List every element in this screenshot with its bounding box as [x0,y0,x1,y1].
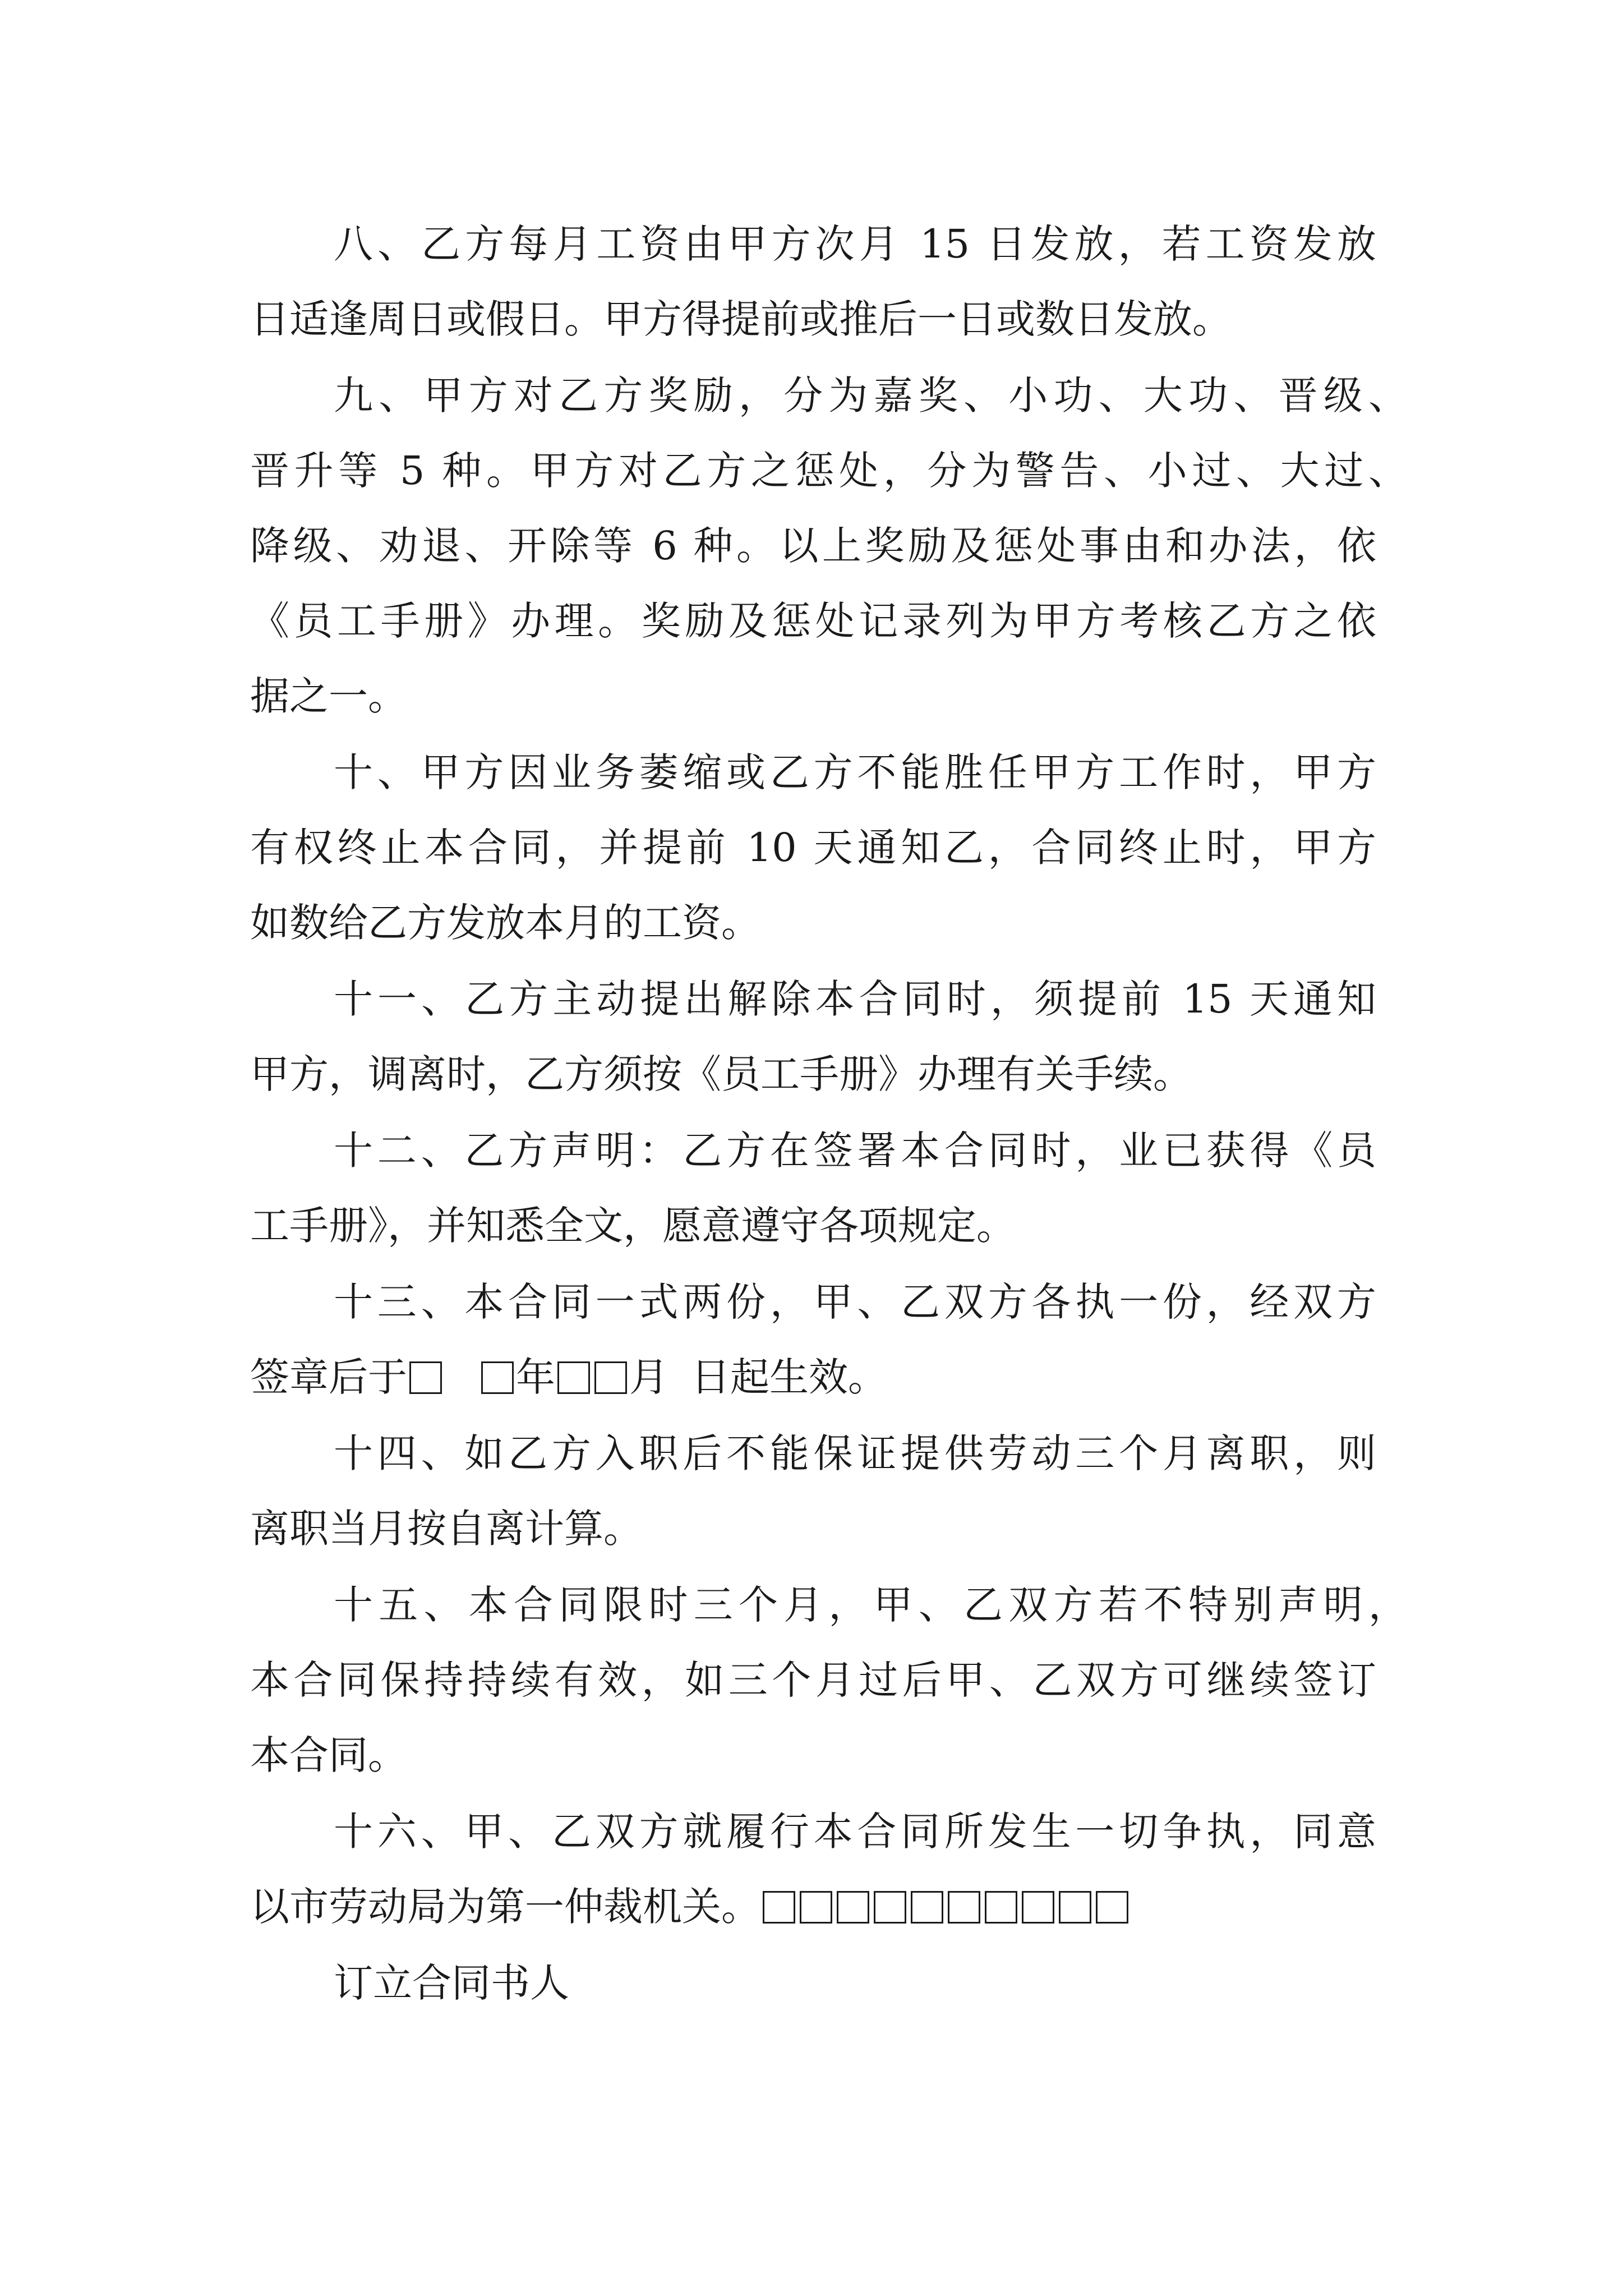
clause-10-line-2: 有权终止本合同，并提前 10 天通知乙，合同终止时，甲方 [250,825,1376,871]
blank-box [985,1891,1017,1924]
clause-12-line-1: 十二、乙方声明：乙方在签署本合同时，业已获得《员 [334,1128,1376,1174]
blank-box [948,1891,980,1924]
date-line-prefix: 签章后于 [250,1354,407,1400]
clause-16-line-2 [250,1881,1376,1932]
blank-box [409,1361,442,1394]
clause-8-line-1: 八、乙方每月工资由甲方次月 15 日发放，若工资发放 [334,221,1376,267]
clause-10-line-3: 如数给乙方发放本月的工资。 [250,900,760,946]
clause-9-line-3: 降级、劝退、开除等 6 种。以上奖励及惩处事由和办法，依 [250,523,1376,569]
clause-15-line-1: 十五、本合同限时三个月，甲、乙双方若不特别声明， [334,1582,1408,1628]
clause-15-line-3: 本合同。 [250,1732,407,1778]
clause-15-line-2: 本合同保持持续有效，如三个月过后甲、乙双方可继续签订 [250,1657,1376,1703]
clause-14-line-2: 离职当月按自离计算。 [250,1506,643,1552]
blank-box [837,1891,869,1924]
clause-14-line-1: 十四、如乙方入职后不能保证提供劳动三个月离职，则 [334,1430,1376,1476]
clause-9-line-2: 晋升等 5 种。甲方对乙方之惩处，分为警告、小过、大过、 [250,448,1408,494]
clause-12-line-2: 工手册》，并知悉全文，愿意遵守各项规定。 [250,1203,1016,1249]
blank-box [800,1891,832,1924]
blank-box [1022,1891,1054,1924]
clause-16-line-1: 十六、甲、乙双方就履行本合同所发生一切争执，同意 [334,1809,1376,1855]
clause-9-line-4: 《员工手册》办理。奖励及惩处记录列为甲方考核乙方之依 [250,598,1376,644]
blank-box [594,1361,627,1394]
clause-13-line-1: 十三、本合同一式两份，甲、乙双方各执一份，经双方 [334,1279,1376,1325]
blank-box [763,1891,795,1924]
blank-box [911,1891,943,1924]
blank-box [1059,1891,1091,1924]
blank-box [1096,1891,1128,1924]
date-line-month: 月 [629,1354,668,1400]
clause-11-line-2: 甲方，调离时，乙方须按《员工手册》办理有关手续。 [250,1051,1192,1097]
blank-box [557,1361,590,1394]
blank-box [874,1891,906,1924]
date-line-year: 年 [516,1354,555,1400]
clause-16-line-2-text: 以市劳动局为第一仲裁机关。 [250,1884,760,1930]
clause-13-date-line [250,1352,1376,1402]
clause-9-line-5: 据之一。 [250,673,407,719]
clause-8-line-2: 日适逢周日或假日。甲方得提前或推后一日或数日发放。 [250,296,1232,342]
blank-box [481,1361,514,1394]
signature-line: 订立合同书人 [334,1960,569,2006]
date-line-suffix: 日起生效。 [691,1354,887,1400]
clause-11-line-1: 十一、乙方主动提出解除本合同时，须提前 15 天通知 [334,976,1376,1022]
clause-9-line-1: 九、甲方对乙方奖励，分为嘉奖、小功、大功、晋级、 [334,372,1408,418]
clause-10-line-1: 十、甲方因业务萎缩或乙方不能胜任甲方工作时，甲方 [334,749,1376,795]
